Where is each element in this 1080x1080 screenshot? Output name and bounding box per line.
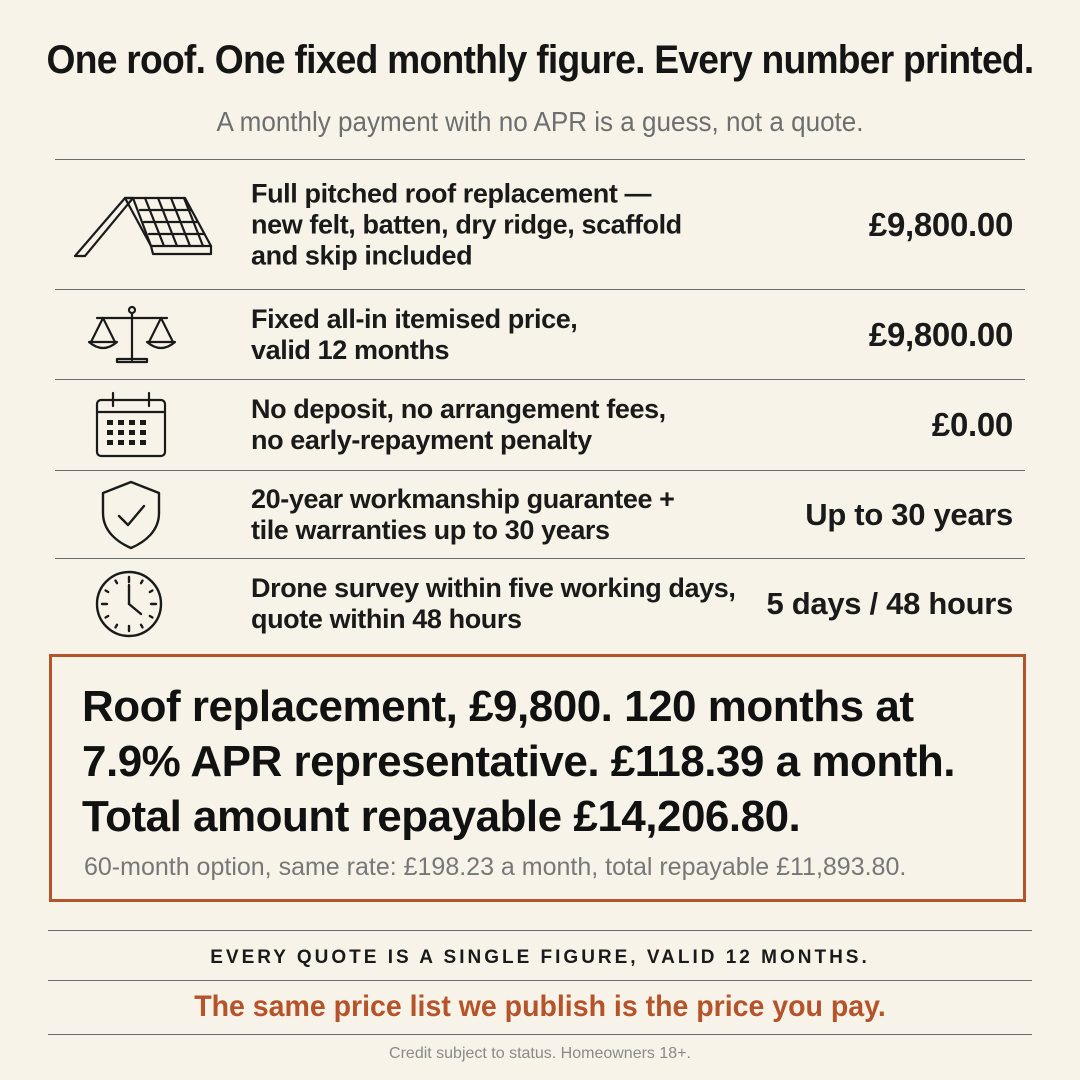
feature-description: Full pitched roof replacement — new felt, batten, dry ridge, scaffold and skip included: [251, 178, 682, 270]
finance-terms-alternative: 60-month option, same rate: £198.23 a month, total repayable £11,893.80.: [84, 853, 907, 881]
divider: [48, 1034, 1032, 1035]
quote-note: EVERY QUOTE IS A SINGLE FIGURE, VALID 12 MONTHS.: [210, 947, 870, 968]
feature-value: £9,800.00: [868, 205, 1013, 243]
feature-value: Up to 30 years: [805, 496, 1013, 532]
feature-description: No deposit, no arrangement fees, no early-repayment penalty: [251, 394, 666, 455]
divider: [48, 930, 1032, 931]
shield-check-icon: [99, 479, 163, 551]
feature-value: 5 days / 48 hours: [766, 586, 1013, 621]
feature-value: £0.00: [931, 406, 1013, 443]
calendar-icon: [93, 390, 169, 460]
roof-solar-panel-icon: [73, 190, 215, 260]
finance-terms-box: [49, 654, 1026, 902]
clock-icon: [93, 568, 165, 640]
feature-row-price: [55, 290, 1025, 379]
headline: One roof. One fixed monthly figure. Every number printed.: [46, 38, 1034, 82]
feature-row-survey: [55, 559, 1025, 649]
feature-description: Drone survey within five working days, quote within 48 hours: [251, 573, 736, 634]
balance-scale-icon: [87, 304, 177, 366]
feature-value: £9,800.00: [868, 315, 1013, 353]
feature-row-guarantee: [55, 471, 1025, 558]
feature-description: 20-year workmanship guarantee + tile warranties up to 30 years: [251, 483, 675, 545]
footnote: Credit subject to status. Homeowners 18+.: [389, 1045, 691, 1062]
finance-terms-main: Roof replacement, £9,800. 120 months at 7.9% APR representative. £118.39 a month. Total amount repayable £14,206.80.: [82, 682, 955, 841]
feature-description: Fixed all-in itemised price, valid 12 months: [251, 303, 578, 365]
divider: [48, 980, 1032, 981]
price-promise: The same price list we publish is the price you pay.: [194, 990, 886, 1023]
feature-row-roof: [55, 160, 1025, 289]
feature-row-fees: [55, 380, 1025, 470]
subheadline: A monthly payment with no APR is a guess, not a quote.: [216, 106, 864, 137]
